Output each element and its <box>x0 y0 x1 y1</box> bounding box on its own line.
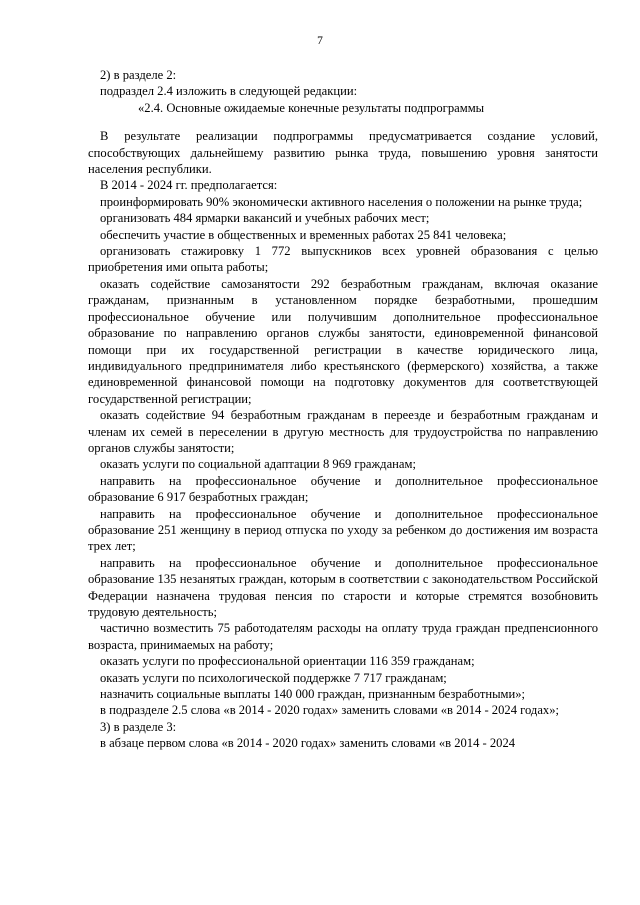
paragraph-subsection-2-4-intro: подраздел 2.4 изложить в следующей редакции: <box>100 84 358 99</box>
paragraph: В 2014 - 2024 гг. предполагается: <box>100 178 278 193</box>
list-item: организовать стажировку 1 772 выпускников всех уровней образования с целью приобретения ими опыта работы; <box>88 244 598 275</box>
document-body <box>88 67 598 752</box>
page-number: 7 <box>317 35 323 47</box>
list-item: направить на профессиональное обучение и дополнительное профессиональное образование 6 917 безработных граждан; <box>88 473 598 505</box>
paragraph: в подразделе 2.5 слова «в 2014 - 2020 годах» заменить словами «в 2014 - 2024 годах»; <box>100 703 560 718</box>
list-item: направить на профессиональное обучение и дополнительное профессиональное образование 251 женщину в период отпуска по уходу за ребенком до достижения им возраста трех лет; <box>88 506 598 554</box>
subsection-heading: «2.4. Основные ожидаемые конечные результаты подпрограммы <box>138 100 485 115</box>
list-item: проинформировать 90% экономически активного населения о положении на рынке труда; <box>100 194 583 209</box>
list-item: направить на профессиональное обучение и дополнительное профессиональное образование 135 незанятых граждан, которым в соответствии с законодательством Российской Федерации назначена трудовая пенсия по старости и которые стремятся возобновить трудовую деятельность; <box>88 555 598 619</box>
list-item: оказать содействие 94 безработным гражданам в переезде и безработным гражданам и членам их семей в переселении в другую местность для трудоустройства по направлению органов службы занятости; <box>88 408 598 455</box>
list-item: частично возместить 75 работодателям расходы на оплату труда граждан предпенсионного возраста, принимаемых на работу; <box>88 621 598 652</box>
list-item: обеспечить участие в общественных и временных работах 25 841 человека; <box>100 227 507 242</box>
list-item: оказать содействие самозанятости 292 безработным гражданам, включая оказание гражданам, признанным в установленном порядке безработными, прошедшим профессиональное обучение или получившим дополнительное профессиональное образование по направлению органов службы занятости, единовременной финансовой помощи при их государственной регистрации в качестве юридического лица, индивидуального предпринимателя либо крестьянского (фермерского) хозяйства, а также единовременной финансовой помощи на подготовку документов для соответствующей государственной регистрации; <box>88 276 598 406</box>
spacer <box>88 116 598 128</box>
paragraph-section-3-intro: 3) в разделе 3: <box>100 719 177 734</box>
list-item: оказать услуги по профессиональной ориентации 116 359 гражданам; <box>100 654 475 669</box>
list-item: организовать 484 ярмарки вакансий и учебных рабочих мест; <box>100 211 430 226</box>
paragraph: в абзаце первом слова «в 2014 - 2020 годах» заменить словами «в 2014 - 2024 <box>100 736 516 751</box>
paragraph: В результате реализации подпрограммы предусматривается создание условий, способствующих дальнейшему развитию рынка труда, повышению уровня занятости населения республики. <box>88 129 598 177</box>
paragraph-section-2-intro: 2) в разделе 2: <box>100 68 177 82</box>
list-item: оказать услуги по психологической поддержке 7 717 гражданам; <box>100 670 447 685</box>
list-item: оказать услуги по социальной адаптации 8 969 гражданам; <box>100 457 416 472</box>
list-item: назначить социальные выплаты 140 000 граждан, признанным безработными»; <box>100 687 526 702</box>
